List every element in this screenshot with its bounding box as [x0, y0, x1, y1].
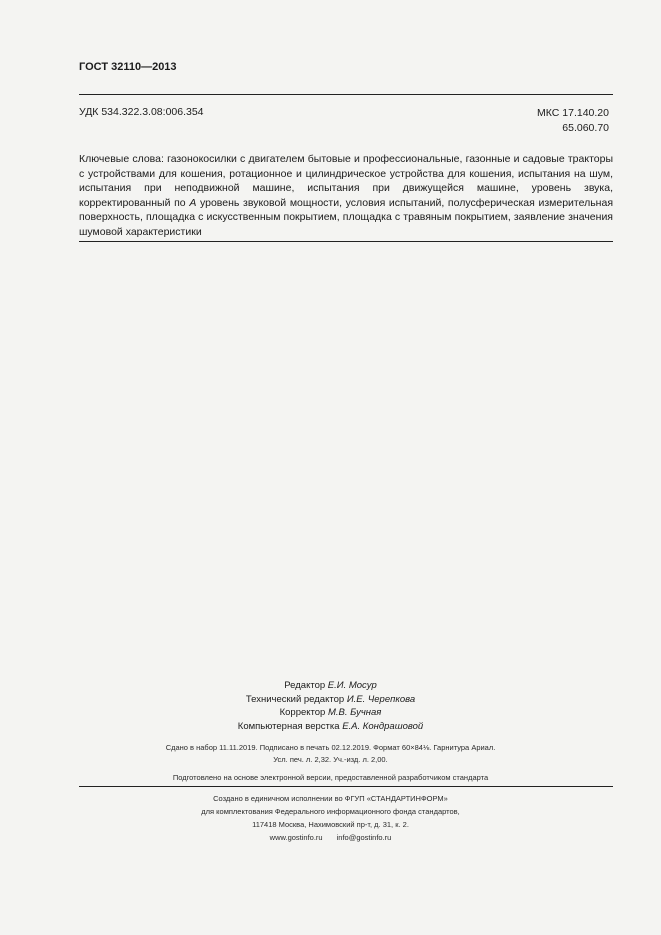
footer-line-1: Создано в единичном исполнении во ФГУП «СТАНДАРТИНФОРМ» — [213, 794, 448, 803]
credit-name: М.В. Бучная — [327, 707, 382, 718]
footer-line-2: для комплектования Федерального информационного фонда стандартов, — [201, 807, 460, 816]
credits-block — [0, 679, 661, 733]
footer-block — [0, 792, 661, 844]
credit-role: Компьютерная верстка — [237, 720, 340, 732]
keywords-paragraph — [79, 152, 613, 239]
keywords-label: Ключевые слова: — [79, 153, 164, 165]
keywords-italic-letter: А — [189, 196, 197, 209]
publication-info — [0, 742, 661, 766]
credit-name: И.Е. Черепкова — [346, 693, 416, 705]
keywords-rule — [79, 241, 613, 242]
footer-website[interactable]: www.gostinfo.ru — [269, 833, 323, 842]
footer-line-3: 117418 Москва, Нахимовский пр-т, д. 31, к. 2. — [252, 820, 409, 829]
keywords-text-2: уровень звуковой мощности, условия испытаний, полусферическая измерительная поверхность, площадка с искусственным покрытием, площадка с травяным покрытием, заявление значения шумовой характеристики — [79, 196, 614, 238]
header-rule — [79, 94, 613, 95]
standard-number: ГОСТ 32110—2013 — [79, 61, 177, 73]
credit-role: Технический редактор — [245, 693, 345, 705]
footer-email[interactable]: info@gostinfo.ru — [336, 833, 392, 842]
keywords-text: газонокосилки с двигателем бытовые и профессиональные, газонные и садовые тракторы с устройствами для кошения, ротационное и цилиндрическое устройства для кошения, испытания на шум, испытания при неподвижной машине, испытания при движущейся машине, уровень звука, корректированный по — [79, 153, 613, 209]
credit-name: Е.А. Кондрашовой — [342, 720, 424, 732]
udk-code: УДК 534.322.3.08:006.354 — [79, 106, 204, 118]
credit-role: Редактор — [284, 680, 326, 691]
prepared-note: Подготовлено на основе электронной версии, предоставленной разработчиком стандарта — [172, 773, 489, 782]
credit-editor — [0, 679, 661, 693]
mks-codes — [537, 106, 609, 136]
publication-line-1: Сдано в набор 11.11.2019. Подписано в печать 02.12.2019. Формат 60×84⅛. Гарнитура Ариал. — [165, 743, 496, 752]
credit-name: Е.И. Мосур — [327, 680, 377, 691]
footer-contacts — [0, 831, 661, 844]
footer-rule — [79, 786, 613, 787]
credit-tech-editor — [0, 693, 661, 707]
mks-code-2: 65.060.70 — [562, 122, 609, 134]
credit-role: Корректор — [279, 707, 326, 718]
mks-code-1: МКС 17.140.20 — [537, 107, 609, 119]
credit-proofreader — [0, 706, 661, 720]
publication-line-2: Усл. печ. л. 2,32. Уч.-изд. л. 2,00. — [273, 755, 388, 764]
credit-layout — [0, 720, 661, 734]
